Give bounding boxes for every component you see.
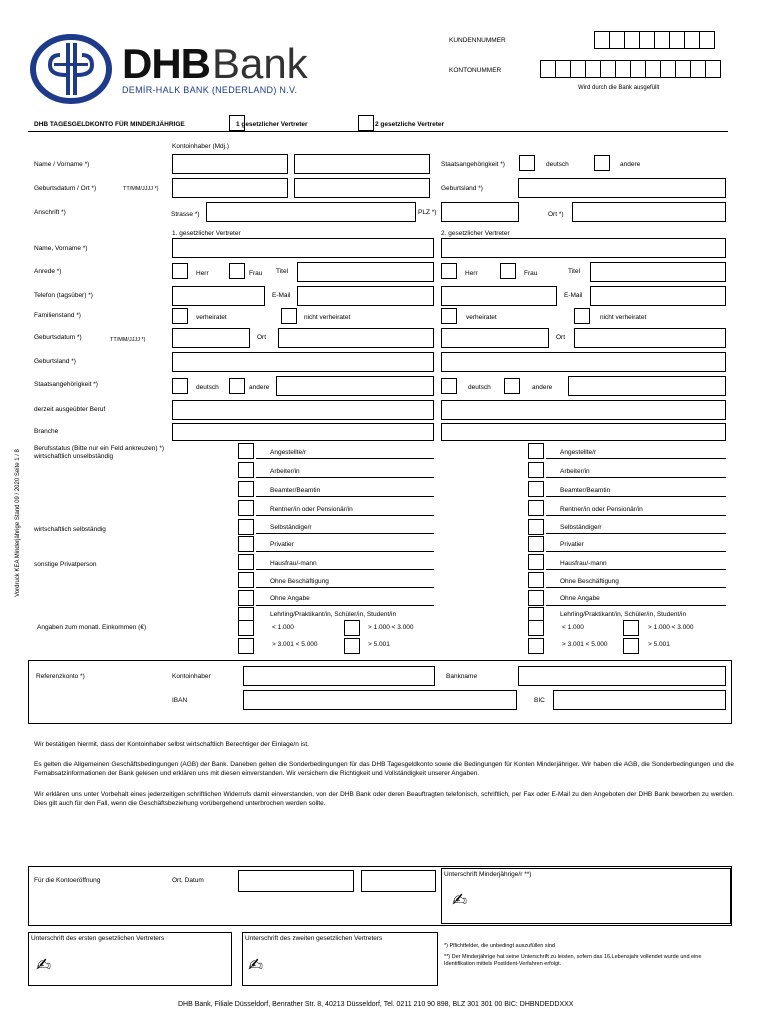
rep2-status-checkbox[interactable]	[528, 500, 544, 516]
rep2-married-checkbox[interactable]	[441, 308, 457, 324]
ref-holder-label: Kontoinhaber	[172, 673, 211, 680]
rep1-status-checkbox[interactable]	[238, 590, 254, 606]
rep2-income-label: > 5.001	[648, 641, 670, 648]
rep2-signature-icon: ✍	[248, 955, 264, 976]
rep1-not-married-label: nicht verheiratet	[304, 314, 351, 321]
filled-by-bank-note: Wird durch die Bank ausgefüllt	[578, 85, 660, 91]
rep1-signature-icon: ✍	[36, 955, 52, 976]
holder-birthdate-input[interactable]	[172, 178, 288, 198]
rep1-status-label: Ohne Angabe	[270, 595, 310, 602]
rep-date-format: TT/MM/JJJJ *)	[110, 337, 146, 343]
rep1-status-group	[238, 443, 434, 623]
rep-marital-label: Familienstand *)	[34, 312, 81, 319]
rep2-status-label: Hausfrau/-mann	[560, 560, 607, 567]
two-reps-checkbox[interactable]	[358, 115, 374, 131]
rep1-status-label: Privatier	[270, 541, 294, 548]
rep-phone-label: Telefon (tagsüber) *)	[34, 292, 93, 299]
rep1-status-checkbox[interactable]	[238, 536, 254, 552]
account-no-field[interactable]	[540, 60, 720, 80]
rep1-income-checkbox[interactable]	[238, 638, 254, 654]
rep1-job-input[interactable]	[172, 400, 434, 420]
logo-bank: Bank	[211, 40, 308, 87]
rep2-income-checkbox[interactable]	[623, 620, 639, 636]
holder-birth-country-label: Geburtsland *)	[441, 185, 483, 192]
rep1-nationality-input[interactable]	[276, 376, 434, 396]
rep2-status-checkbox[interactable]	[528, 443, 544, 459]
rep1-email-label: E-Mail	[272, 292, 291, 299]
holder-german-checkbox[interactable]	[519, 155, 535, 171]
holder-heading: Kontoinhaber (Mdj.)	[172, 143, 230, 150]
rep1-mr-checkbox[interactable]	[172, 263, 188, 279]
ref-bic-input[interactable]	[553, 690, 726, 710]
rep1-status-checkbox[interactable]	[238, 462, 254, 478]
rep2-status-label: Ohne Angabe	[560, 595, 600, 602]
rep1-status-checkbox[interactable]	[238, 443, 254, 459]
rep2-email-label: E-Mail	[564, 292, 583, 299]
rep2-status-checkbox[interactable]	[528, 554, 544, 570]
holder-street-label: Strasse *)	[171, 211, 200, 218]
rep2-status-checkbox[interactable]	[528, 536, 544, 552]
confirmation-paragraph: Wir bestätigen hiermit, dass der Kontoinhaber selbst wirtschaftlich Berechtiger der Einlage/n ist.	[34, 741, 309, 748]
rep1-mr-label: Herr	[196, 270, 209, 277]
rep1-mrs-checkbox[interactable]	[229, 263, 245, 279]
rep1-title-input[interactable]	[297, 262, 434, 282]
holder-birth-country-input[interactable]	[518, 178, 726, 198]
rep1-status-label: Ohne Beschäftigung	[270, 578, 329, 585]
ref-iban-input[interactable]	[243, 690, 517, 710]
rep1-income-label: < 1.000	[272, 624, 294, 631]
rep2-status-checkbox[interactable]	[528, 590, 544, 606]
holder-name-label: Name / Vorname *)	[34, 161, 90, 168]
rep1-status-label: Rentner/in oder Pensionär/in	[270, 506, 353, 513]
selfemp-label: wirtschaftlich selbständig	[34, 526, 106, 533]
terms-paragraph: Es gelten die Allgemeinen Geschäftsbedingungen (AGB) der Bank. Daneben gelten die Sonderbedingungen für das DHB Tagesgeldkonto sowie die Bedingungen für Konten Minderjähriger. Wir haben die AGB, die Sonderbedingungen und die Fernabsatzinformationen der Bank gelesen und erklären uns mit diesen einverstanden. Wir versichern die Richtigkeit und Vollständigkeit unserer Angaben.	[34, 761, 734, 777]
rep1-status-label: Selbständige/r	[270, 524, 312, 531]
rep1-status-checkbox[interactable]	[238, 481, 254, 497]
rep1-signature-label: Unterschrift des ersten gesetzlichen Vertreters	[31, 935, 165, 942]
holder-birth-label: Geburtsdatum / Ort *)	[34, 185, 97, 192]
rep2-mrs-checkbox[interactable]	[500, 263, 516, 279]
rep2-title-label: Titel	[568, 268, 581, 275]
customer-no-field[interactable]	[594, 31, 714, 51]
logo-text	[122, 40, 308, 88]
rep2-birthdate-input[interactable]	[441, 328, 549, 348]
income-label: Angaben zum monatl. Einkommen (€)	[37, 624, 147, 631]
rep1-income-label: > 1.000 < 3.000	[368, 624, 414, 631]
form-title: DHB TAGESGELDKONTO FÜR MINDERJÄHRIGE	[34, 121, 185, 128]
one-rep-label: 1 gesetzlicher Vertreter	[236, 121, 308, 128]
employed-label: wirtschaftlich unselbständig	[34, 453, 114, 460]
rep2-income-label: > 3.001 < 5.000	[562, 641, 608, 648]
rep2-status-label: Privatier	[560, 541, 584, 548]
rep1-status-label: Lehrling/Praktikant/in, Schüler/in, Student/in	[270, 611, 397, 618]
rep2-mrs-label: Frau	[524, 270, 538, 277]
rep-birth-label: Geburtsdatum *)	[34, 334, 82, 341]
footer: DHB Bank, Filiale Düsseldorf, Benrather Str. 8, 40213 Düsseldorf, Tel. 0211 210 90 898, BLZ 301 301 00 BIC: DHBNDEDDXXX	[178, 1001, 574, 1008]
ref-bic-label: BIC	[534, 697, 545, 704]
holder-firstname-input[interactable]	[294, 154, 430, 174]
rep2-income-checkbox[interactable]	[623, 638, 639, 654]
rep2-not-married-checkbox[interactable]	[574, 308, 590, 324]
private-label: sonstige Privatperson	[34, 561, 97, 568]
rep1-birthdate-input[interactable]	[172, 328, 250, 348]
ref-bank-input[interactable]	[518, 666, 726, 686]
rep2-german-checkbox[interactable]	[441, 378, 457, 394]
rep2-job-input[interactable]	[441, 400, 726, 420]
rep2-mr-checkbox[interactable]	[441, 263, 457, 279]
rep2-status-checkbox[interactable]	[528, 462, 544, 478]
rep1-status-label: Hausfrau/-mann	[270, 560, 317, 567]
opening-label: Für die Kontoeröffnung	[34, 877, 101, 884]
rep2-signature-label: Unterschrift des zweiten gesetzlichen Vertreters	[245, 935, 383, 942]
ref-iban-label: IBAN	[172, 697, 188, 704]
rep1-heading: 1. gesetzlicher Vertreter	[172, 230, 241, 237]
rep2-status-label: Angestellte/r	[560, 449, 597, 456]
rep2-industry-input[interactable]	[441, 423, 726, 441]
holder-street-input[interactable]	[206, 202, 416, 222]
side-note: Vordruck KEA Minderjährige Stand 09 / 2020 Seite 1 / 8	[15, 449, 21, 597]
rep1-income-checkbox[interactable]	[238, 620, 254, 636]
rep2-email-input[interactable]	[590, 286, 726, 306]
rep1-income-label: > 3.001 < 5.000	[272, 641, 318, 648]
holder-nationality-label: Staatsangehörigkeit *)	[441, 161, 505, 168]
rep1-status-label: Angestellte/r	[270, 449, 307, 456]
rep2-name-input[interactable]	[441, 238, 726, 258]
rep-industry-label: Branche	[34, 428, 59, 435]
holder-german-label: deutsch	[546, 161, 569, 168]
holder-city-input[interactable]	[572, 202, 726, 222]
rep2-status-checkbox[interactable]	[528, 481, 544, 497]
holder-zip-label: PLZ *)	[418, 209, 437, 216]
rep-job-label: derzeit ausgeübter Beruf	[34, 406, 106, 413]
rep1-phone-input[interactable]	[172, 286, 265, 306]
rep2-not-married-label: nicht verheiratet	[600, 314, 647, 321]
mandatory-note: *) Pflichtfelder, die unbedingt auszufüllen sind	[444, 943, 555, 949]
rep2-income-label: > 1.000 < 3.000	[648, 624, 694, 631]
rep2-status-group	[528, 443, 726, 623]
minor-signature-icon: ✍	[452, 890, 468, 911]
rep1-income-label: > 5.001	[368, 641, 390, 648]
rep1-city-label: Ort	[257, 334, 267, 341]
rep2-birth-country-input[interactable]	[441, 352, 726, 372]
rep2-other-checkbox[interactable]	[504, 378, 520, 394]
rep-name-label: Name, Vorname *)	[34, 245, 88, 252]
rep2-status-checkbox[interactable]	[528, 572, 544, 588]
holder-address-label: Anschrift *)	[34, 209, 66, 216]
ref-holder-input[interactable]	[243, 666, 435, 686]
rep2-status-checkbox[interactable]	[528, 519, 544, 535]
rep1-income-checkbox[interactable]	[344, 638, 360, 654]
minor-signature-label: Unterschrift Minderjährige/r **)	[444, 871, 532, 878]
bank-logo	[30, 33, 112, 105]
rep1-married-checkbox[interactable]	[172, 308, 188, 324]
rep2-heading: 2. gesetzlicher Vertreter	[441, 230, 510, 237]
rep2-income-checkbox[interactable]	[528, 638, 544, 654]
rep1-status-label: Beamter/Beamtin	[270, 487, 321, 494]
holder-other-label: andere	[620, 161, 641, 168]
logo-dhb: DHB	[122, 40, 210, 87]
rep-nationality-label: Staatsangehörigkeit *)	[34, 381, 98, 388]
holder-date-format: TT/MM/JJJJ *)	[123, 186, 159, 192]
place-date-label: Ort, Datum	[172, 877, 204, 884]
rep1-birthplace-input[interactable]	[278, 328, 434, 348]
rep2-status-label: Ohne Beschäftigung	[560, 578, 619, 585]
rep2-status-label: Rentner/in oder Pensionär/in	[560, 506, 643, 513]
rep1-status-checkbox[interactable]	[238, 554, 254, 570]
ref-label: Referenzkonto *)	[36, 673, 85, 680]
rep1-status-label: Arbeiter/in	[270, 468, 300, 475]
rep1-income-checkbox[interactable]	[344, 620, 360, 636]
rep2-income-checkbox[interactable]	[528, 620, 544, 636]
rep1-status-checkbox[interactable]	[238, 572, 254, 588]
holder-other-checkbox[interactable]	[594, 155, 610, 171]
rep1-german-label: deutsch	[196, 384, 219, 391]
place-date-input-2[interactable]	[361, 870, 436, 892]
rep1-married-label: verheiratet	[196, 314, 227, 321]
rep2-status-label: Selbständige/r	[560, 524, 602, 531]
minor-signature-note: **) Der Minderjährige hat seine Unterschrift zu leisten, sofern das 16.Lebensjahr vollendet wurde und eine Identifikation mittels PostIdent-Verfahren erfolgt.	[444, 954, 702, 967]
rep-birth-country-label: Geburtsland *)	[34, 358, 76, 365]
holder-city-label: Ort *)	[548, 211, 564, 218]
two-reps-label: 2 gesetzliche Vertreter	[375, 121, 445, 128]
rep2-german-label: deutsch	[468, 384, 491, 391]
rep2-other-label: andere	[532, 384, 553, 391]
rep1-not-married-checkbox[interactable]	[281, 308, 297, 324]
ref-bank-label: Bankname	[446, 673, 478, 680]
place-date-input[interactable]	[238, 870, 354, 892]
rep1-email-input[interactable]	[297, 286, 434, 306]
consent-paragraph: Wir erklären uns unter Vorbehalt eines jederzeitigen schriftlichen Widerrufs damit einverstanden, von der DHB Bank oder deren Beauftragten telefonisch, schriftlich, per Fax oder E-Mail zu den Angeboten der DHB Bank beworben zu werden. Dies gilt auch für den Fall, wenn die Geschäftsbeziehung vorübergehend unterbrochen werden sollte.	[34, 791, 734, 807]
rep1-german-checkbox[interactable]	[172, 378, 188, 394]
status-label: Berufsstatus (Bitte nur ein Feld ankreuzen) *)	[34, 445, 165, 452]
rep1-other-checkbox[interactable]	[229, 378, 245, 394]
rep2-nationality-input[interactable]	[568, 376, 726, 396]
rep1-title-label: Titel	[276, 268, 289, 275]
rep2-city-label: Ort	[556, 334, 566, 341]
rep1-name-input[interactable]	[172, 238, 434, 258]
rep1-industry-input[interactable]	[172, 423, 434, 441]
rep1-mrs-label: Frau	[249, 270, 263, 277]
rep2-mr-label: Herr	[465, 270, 478, 277]
holder-birthplace-input[interactable]	[294, 178, 430, 198]
rep2-status-label: Arbeiter/in	[560, 468, 590, 475]
rep1-status-checkbox[interactable]	[238, 500, 254, 516]
rep-salutation-label: Anrede *)	[34, 268, 62, 275]
rep1-other-label: andere	[249, 384, 270, 391]
rep1-birth-country-input[interactable]	[172, 352, 434, 372]
rep2-status-label: Beamter/Beamtin	[560, 487, 611, 494]
customer-no-label: KUNDENNUMMER	[449, 37, 506, 44]
rep2-phone-input[interactable]	[441, 286, 557, 306]
rep2-married-label: verheiratet	[466, 314, 497, 321]
rep2-birthplace-input[interactable]	[574, 328, 726, 348]
account-no-label: KONTONUMMER	[449, 67, 502, 74]
holder-lastname-input[interactable]	[172, 154, 288, 174]
holder-zip-input[interactable]	[441, 202, 519, 222]
rep2-title-input[interactable]	[590, 262, 726, 282]
rep2-status-label: Lehrling/Praktikant/in, Schüler/in, Student/in	[560, 611, 687, 618]
rep1-status-checkbox[interactable]	[238, 519, 254, 535]
logo-subtitle: DEMİR-HALK BANK (NEDERLAND) N.V.	[122, 85, 298, 95]
divider	[28, 131, 728, 132]
rep2-income-label: < 1.000	[562, 624, 584, 631]
